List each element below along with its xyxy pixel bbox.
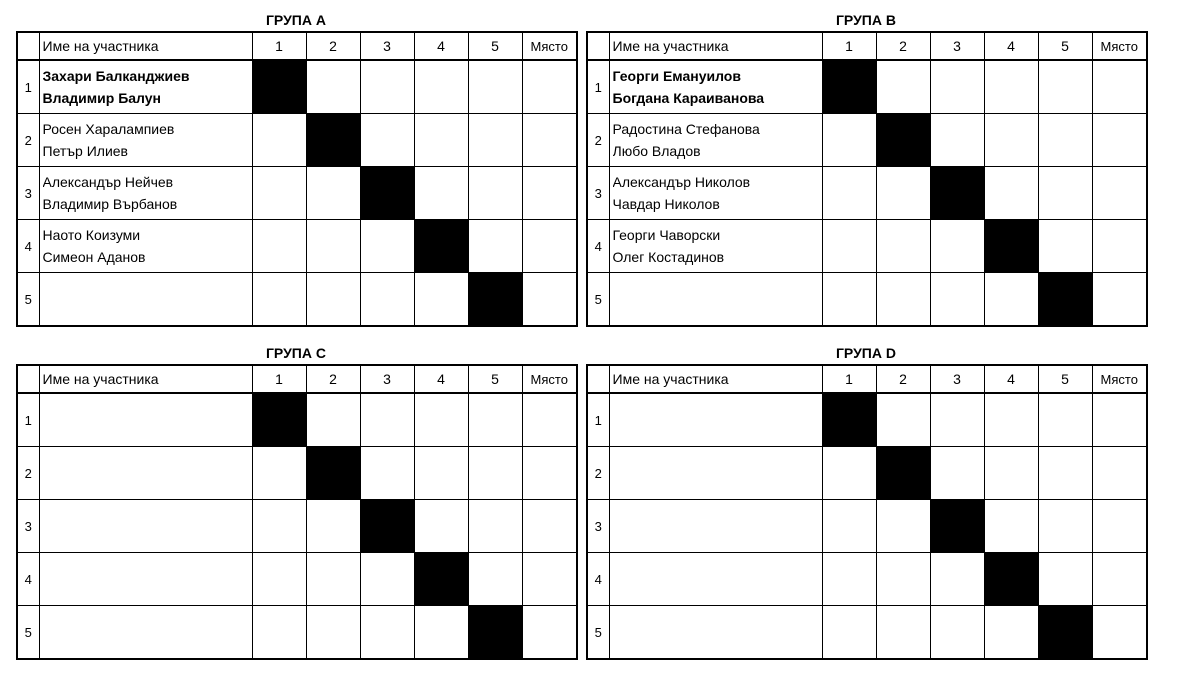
score-cell[interactable]: [414, 60, 468, 114]
group-table: [16, 31, 578, 327]
header-col-1: 1: [252, 32, 306, 60]
table-row: [587, 606, 1147, 660]
header-row: [17, 32, 577, 60]
score-cell[interactable]: [984, 606, 1038, 660]
blocked-cell: [360, 500, 414, 553]
header-col-5: 5: [1038, 32, 1092, 60]
score-cell[interactable]: [930, 606, 984, 660]
row-number: 5: [587, 273, 609, 327]
header-row: [17, 365, 577, 393]
header-col-3: 3: [930, 365, 984, 393]
place-cell[interactable]: [522, 500, 577, 553]
participant-name-cell[interactable]: [609, 220, 822, 273]
header-col-2: 2: [876, 32, 930, 60]
blocked-cell: [1038, 273, 1092, 327]
table-row: [587, 114, 1147, 167]
score-cell[interactable]: [306, 60, 360, 114]
header-col-3: 3: [360, 365, 414, 393]
score-cell[interactable]: [306, 393, 360, 447]
row-number: 4: [587, 553, 609, 606]
group-title: ГРУПА А: [266, 12, 326, 28]
score-cell[interactable]: [984, 114, 1038, 167]
participant-name-cell[interactable]: [609, 447, 822, 500]
header-col-1: 1: [822, 365, 876, 393]
score-cell[interactable]: [984, 167, 1038, 220]
place-cell[interactable]: [522, 553, 577, 606]
blocked-cell: [360, 167, 414, 220]
header-place: Място: [522, 365, 577, 393]
header-place: Място: [1092, 365, 1147, 393]
row-number: 3: [17, 500, 39, 553]
score-cell[interactable]: [252, 447, 306, 500]
table-row: [587, 500, 1147, 553]
row-number: 1: [17, 60, 39, 114]
participant-name-cell[interactable]: [39, 447, 252, 500]
score-cell[interactable]: [822, 114, 876, 167]
group-table: [586, 364, 1148, 660]
score-cell[interactable]: [360, 393, 414, 447]
header-col-4: 4: [414, 365, 468, 393]
blocked-cell: [468, 606, 522, 660]
group-d: [586, 338, 1146, 660]
score-cell[interactable]: [360, 606, 414, 660]
table-row: [587, 60, 1147, 114]
score-cell[interactable]: [414, 500, 468, 553]
header-col-3: 3: [360, 32, 414, 60]
participant-name-cell[interactable]: [39, 167, 252, 220]
place-cell[interactable]: [1092, 273, 1147, 327]
place-cell[interactable]: [522, 393, 577, 447]
header-col-3: 3: [930, 32, 984, 60]
blocked-cell: [414, 220, 468, 273]
participant-name: Владимир Балун: [42, 90, 161, 106]
header-col-2: 2: [306, 365, 360, 393]
blocked-cell: [876, 114, 930, 167]
participant-name: Петър Илиев: [42, 143, 128, 159]
place-cell[interactable]: [522, 220, 577, 273]
participant-name: Радостина Стефанова: [612, 121, 760, 137]
row-number: 1: [17, 393, 39, 447]
participant-name: Георги Емануилов: [612, 68, 741, 84]
participant-name: Захари Балканджиев: [42, 68, 190, 84]
header-col-5: 5: [468, 32, 522, 60]
participant-name: Чавдар Николов: [612, 196, 720, 212]
place-cell[interactable]: [522, 60, 577, 114]
score-cell[interactable]: [252, 553, 306, 606]
participant-name-cell[interactable]: [39, 220, 252, 273]
blocked-cell: [984, 553, 1038, 606]
header-num-cell: [587, 365, 609, 393]
score-cell[interactable]: [306, 167, 360, 220]
table-row: [587, 553, 1147, 606]
score-cell[interactable]: [876, 500, 930, 553]
participant-name: Георги Чаворски: [612, 227, 721, 243]
participant-name-cell[interactable]: [609, 606, 822, 660]
place-cell[interactable]: [1092, 60, 1147, 114]
score-cell[interactable]: [468, 393, 522, 447]
score-cell[interactable]: [930, 447, 984, 500]
score-cell[interactable]: [414, 114, 468, 167]
blocked-cell: [306, 114, 360, 167]
participant-name: Богдана Караиванова: [612, 90, 765, 106]
score-cell[interactable]: [822, 273, 876, 327]
score-cell[interactable]: [360, 273, 414, 327]
place-cell[interactable]: [1092, 114, 1147, 167]
score-cell[interactable]: [984, 447, 1038, 500]
score-cell[interactable]: [984, 60, 1038, 114]
group-b: [586, 5, 1146, 327]
score-cell[interactable]: [468, 447, 522, 500]
row-number: 4: [17, 553, 39, 606]
place-cell[interactable]: [1092, 606, 1147, 660]
table-row: [17, 167, 577, 220]
score-cell[interactable]: [822, 447, 876, 500]
score-cell[interactable]: [468, 500, 522, 553]
participant-name-cell[interactable]: [609, 393, 822, 447]
group-table: [586, 31, 1148, 327]
table-row: [587, 393, 1147, 447]
score-cell[interactable]: [252, 220, 306, 273]
score-cell[interactable]: [252, 500, 306, 553]
participant-name-cell[interactable]: [39, 393, 252, 447]
participant-name-cell[interactable]: [39, 60, 252, 114]
group-title: ГРУПА B: [836, 12, 896, 28]
place-cell[interactable]: [522, 114, 577, 167]
place-cell[interactable]: [522, 447, 577, 500]
header-col-2: 2: [306, 32, 360, 60]
table-row: [587, 167, 1147, 220]
score-cell[interactable]: [930, 393, 984, 447]
header-col-1: 1: [252, 365, 306, 393]
score-cell[interactable]: [876, 60, 930, 114]
score-cell[interactable]: [468, 114, 522, 167]
participant-name-cell[interactable]: [609, 500, 822, 553]
row-number: 2: [17, 447, 39, 500]
score-cell[interactable]: [306, 273, 360, 327]
score-cell[interactable]: [1038, 220, 1092, 273]
score-cell[interactable]: [1038, 500, 1092, 553]
score-cell[interactable]: [252, 273, 306, 327]
score-cell[interactable]: [468, 553, 522, 606]
table-row: [17, 60, 577, 114]
score-cell[interactable]: [930, 114, 984, 167]
participant-name: Симеон Аданов: [42, 249, 146, 265]
blocked-cell: [822, 393, 876, 447]
blocked-cell: [1038, 606, 1092, 660]
score-cell[interactable]: [876, 220, 930, 273]
group-table: [16, 364, 578, 660]
row-number: 4: [587, 220, 609, 273]
participant-name: Наото Коизуми: [42, 227, 141, 243]
header-name: Име на участника: [39, 32, 252, 60]
group-title: ГРУПА C: [266, 345, 326, 361]
place-cell[interactable]: [1092, 447, 1147, 500]
table-row: [17, 114, 577, 167]
row-number: 3: [587, 500, 609, 553]
score-cell[interactable]: [1038, 60, 1092, 114]
header-name: Име на участника: [39, 365, 252, 393]
score-cell[interactable]: [1038, 393, 1092, 447]
place-cell[interactable]: [1092, 167, 1147, 220]
blocked-cell: [468, 273, 522, 327]
score-cell[interactable]: [930, 60, 984, 114]
header-place: Място: [522, 32, 577, 60]
score-cell[interactable]: [360, 553, 414, 606]
score-cell[interactable]: [984, 500, 1038, 553]
score-cell[interactable]: [306, 500, 360, 553]
blocked-cell: [252, 393, 306, 447]
participant-name-cell[interactable]: [39, 114, 252, 167]
blocked-cell: [930, 167, 984, 220]
score-cell[interactable]: [822, 553, 876, 606]
table-row: [17, 220, 577, 273]
header-col-4: 4: [984, 365, 1038, 393]
score-cell[interactable]: [252, 606, 306, 660]
header-place: Място: [1092, 32, 1147, 60]
header-col-2: 2: [876, 365, 930, 393]
table-row: [17, 500, 577, 553]
score-cell[interactable]: [252, 167, 306, 220]
participant-name-cell[interactable]: [609, 60, 822, 114]
score-cell[interactable]: [1038, 114, 1092, 167]
score-cell[interactable]: [414, 273, 468, 327]
row-number: 5: [587, 606, 609, 660]
blocked-cell: [306, 447, 360, 500]
place-cell[interactable]: [1092, 553, 1147, 606]
row-number: 3: [587, 167, 609, 220]
place-cell[interactable]: [1092, 393, 1147, 447]
score-cell[interactable]: [306, 606, 360, 660]
score-cell[interactable]: [876, 553, 930, 606]
score-cell[interactable]: [252, 114, 306, 167]
blocked-cell: [822, 60, 876, 114]
blocked-cell: [876, 447, 930, 500]
score-cell[interactable]: [306, 553, 360, 606]
place-cell[interactable]: [1092, 220, 1147, 273]
participant-name: Владимир Върбанов: [42, 196, 178, 212]
score-cell[interactable]: [414, 393, 468, 447]
table-row: [17, 606, 577, 660]
score-cell[interactable]: [414, 167, 468, 220]
table-row: [587, 447, 1147, 500]
header-col-5: 5: [1038, 365, 1092, 393]
score-cell[interactable]: [468, 167, 522, 220]
row-number: 4: [17, 220, 39, 273]
header-num-cell: [587, 32, 609, 60]
group-title: ГРУПА D: [836, 345, 896, 361]
header-num-cell: [17, 365, 39, 393]
score-cell[interactable]: [1038, 447, 1092, 500]
row-number: 1: [587, 60, 609, 114]
score-cell[interactable]: [1038, 167, 1092, 220]
row-number: 5: [17, 606, 39, 660]
score-cell[interactable]: [876, 273, 930, 327]
header-col-4: 4: [984, 32, 1038, 60]
score-cell[interactable]: [822, 167, 876, 220]
score-cell[interactable]: [414, 447, 468, 500]
participant-name-cell[interactable]: [39, 273, 252, 327]
score-cell[interactable]: [306, 220, 360, 273]
blocked-cell: [414, 553, 468, 606]
blocked-cell: [984, 220, 1038, 273]
score-cell[interactable]: [414, 606, 468, 660]
participant-name: Росен Харалампиев: [42, 121, 175, 137]
table-row: [17, 553, 577, 606]
participant-name: Олег Костадинов: [612, 249, 725, 265]
header-name: Име на участника: [609, 365, 822, 393]
row-number: 3: [17, 167, 39, 220]
header-name: Име на участника: [609, 32, 822, 60]
participant-name: Александър Нейчев: [42, 174, 174, 190]
table-row: [17, 273, 577, 327]
place-cell[interactable]: [522, 167, 577, 220]
participant-name: Александър Николов: [612, 174, 751, 190]
score-cell[interactable]: [468, 60, 522, 114]
header-num-cell: [17, 32, 39, 60]
participant-name-cell[interactable]: [609, 114, 822, 167]
participant-name-cell[interactable]: [609, 553, 822, 606]
blocked-cell: [252, 60, 306, 114]
score-cell[interactable]: [984, 273, 1038, 327]
score-cell[interactable]: [930, 553, 984, 606]
participant-name: Любо Владов: [612, 143, 701, 159]
row-number: 5: [17, 273, 39, 327]
place-cell[interactable]: [522, 606, 577, 660]
score-cell[interactable]: [822, 220, 876, 273]
participant-name-cell[interactable]: [39, 606, 252, 660]
group-c: [16, 338, 576, 660]
table-row: [587, 273, 1147, 327]
participant-name-cell[interactable]: [609, 167, 822, 220]
place-cell[interactable]: [522, 273, 577, 327]
row-number: 1: [587, 393, 609, 447]
score-cell[interactable]: [360, 60, 414, 114]
score-cell[interactable]: [468, 220, 522, 273]
table-row: [587, 220, 1147, 273]
place-cell[interactable]: [1092, 500, 1147, 553]
score-cell[interactable]: [930, 220, 984, 273]
score-cell[interactable]: [360, 447, 414, 500]
score-cell[interactable]: [876, 606, 930, 660]
score-cell[interactable]: [876, 393, 930, 447]
score-cell[interactable]: [360, 114, 414, 167]
row-number: 2: [17, 114, 39, 167]
participant-name-cell[interactable]: [39, 500, 252, 553]
participant-name-cell[interactable]: [39, 553, 252, 606]
header-col-4: 4: [414, 32, 468, 60]
score-cell[interactable]: [930, 273, 984, 327]
group-a: [16, 5, 576, 327]
header-col-5: 5: [468, 365, 522, 393]
score-cell[interactable]: [984, 393, 1038, 447]
table-row: [17, 393, 577, 447]
blocked-cell: [930, 500, 984, 553]
row-number: 2: [587, 114, 609, 167]
header-col-1: 1: [822, 32, 876, 60]
header-row: [587, 32, 1147, 60]
participant-name-cell[interactable]: [609, 273, 822, 327]
score-cell[interactable]: [1038, 553, 1092, 606]
table-row: [17, 447, 577, 500]
score-cell[interactable]: [360, 220, 414, 273]
score-cell[interactable]: [822, 500, 876, 553]
header-row: [587, 365, 1147, 393]
score-cell[interactable]: [822, 606, 876, 660]
score-cell[interactable]: [876, 167, 930, 220]
row-number: 2: [587, 447, 609, 500]
